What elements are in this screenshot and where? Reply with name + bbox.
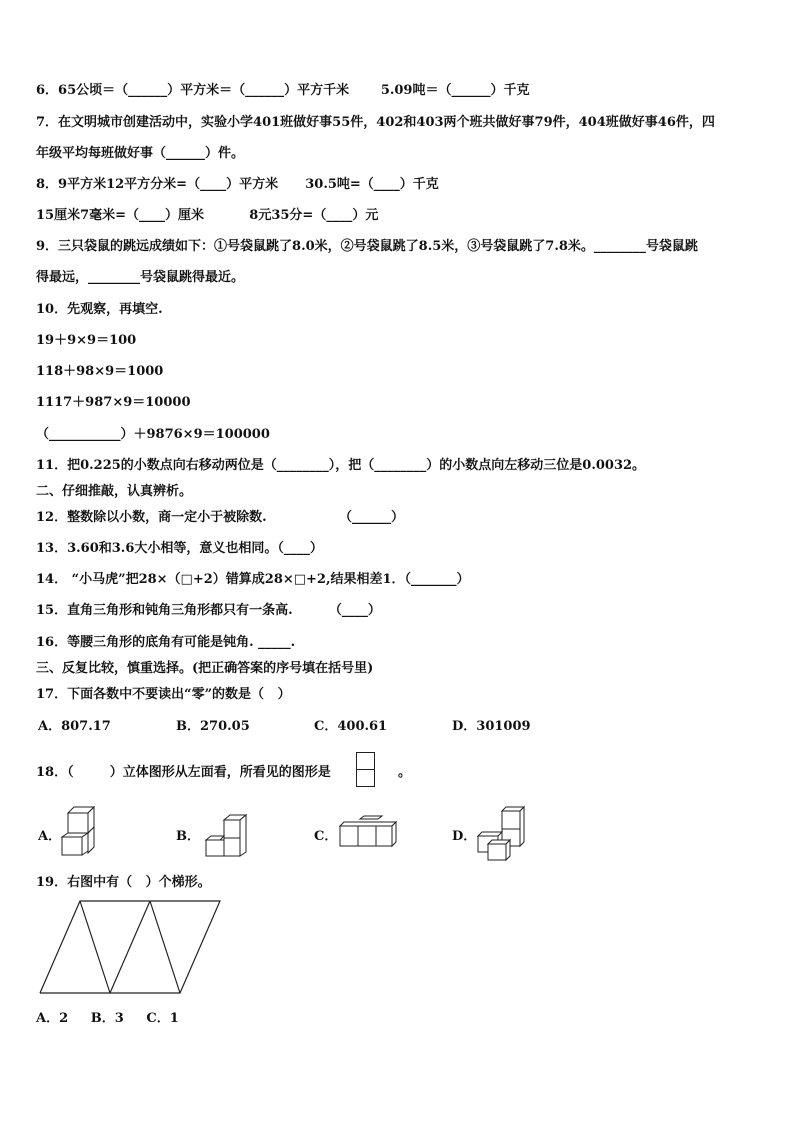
- question-10: 10．先观察，再填空.: [36, 302, 163, 317]
- q18-option-b-cubes: [202, 814, 250, 858]
- question-15: 15．直角三角形和钝角三角形都只有一条高. （____）: [36, 603, 381, 618]
- question-18-end: 。: [398, 765, 412, 780]
- q18-option-c-cubes: [338, 816, 398, 850]
- q18-option-d: D．: [452, 829, 477, 844]
- question-10-row-1: 19＋9×9＝100: [36, 333, 137, 348]
- left-view-figure: [356, 752, 376, 792]
- question-6: 6．65公顷＝（______）平方米＝（______）平方千米 5.09吨＝（______）千克: [36, 83, 530, 98]
- q18-option-a: A．: [38, 829, 62, 844]
- question-8-line-1: 8．9平方米12平方分米=（____）平方米 30.5吨=（____）千克: [36, 177, 439, 192]
- section-2-heading: 二、仔细推敲，认真辨析。: [36, 484, 193, 499]
- q19-options: A．2 B．3 C．1: [36, 1011, 179, 1026]
- question-17: 17．下面各数中不要读出“零”的数是（ ）: [36, 687, 291, 702]
- question-7-line-2: 年级平均每班做好事（______）件。: [36, 146, 245, 161]
- question-10-row-3: 1117＋987×9＝10000: [36, 395, 191, 410]
- question-10-row-4: （___________）＋9876×9＝100000: [36, 427, 270, 442]
- section-3-heading: 三、反复比较，慎重选择。(把正确答案的序号填在括号里): [36, 661, 374, 676]
- q18-option-b: B．: [176, 829, 200, 844]
- question-12: 12．整数除以小数，商一定小于被除数. （______）: [36, 510, 405, 525]
- question-14: 14． “小马虎”把28×（□+2）错算成28×□+2,结果相差1．（_______）: [36, 572, 470, 587]
- question-11: 11．把0.225的小数点向右移动两位是（________），把（________）的小数点向左移动三位是0.0032。: [36, 458, 646, 473]
- question-13: 13．3.60和3.6大小相等，意义也相同。（____）: [36, 541, 323, 556]
- q17-option-a: A．807.17: [38, 719, 111, 734]
- question-8-line-2: 15厘米7毫米=（____）厘米 8元35分=（____）元: [36, 208, 379, 223]
- q18-option-d-cubes: [474, 806, 528, 862]
- question-9-line-2: 得最远，________号袋鼠跳得最近。: [36, 270, 245, 285]
- q17-option-b: B．270.05: [176, 719, 250, 734]
- question-16: 16．等腰三角形的底角有可能是钝角. _____.: [36, 635, 296, 650]
- q18-option-a-cubes: [58, 806, 98, 858]
- question-10-row-2: 118＋98×9＝1000: [36, 364, 164, 379]
- question-7-line-1: 7．在文明城市创建活动中，实验小学401班做好事55件，402和403两个班共做好事79件，404班做好事46件，四: [36, 115, 715, 130]
- question-19: 19．右图中有（ ）个梯形。: [36, 875, 211, 890]
- q19-trapezoid-figure: [38, 900, 224, 996]
- q18-option-c: C．: [314, 829, 338, 844]
- q17-option-d: D．301009: [452, 719, 531, 734]
- question-18: 18．（ ）立体图形从左面看，所看见的图形是: [36, 765, 331, 780]
- question-9-line-1: 9．三只袋鼠的跳远成绩如下：①号袋鼠跳了8.0米，②号袋鼠跳了8.5米，③号袋鼠跳了7.8米。________号袋鼠跳: [36, 239, 698, 254]
- q17-option-c: C．400.61: [314, 719, 388, 734]
